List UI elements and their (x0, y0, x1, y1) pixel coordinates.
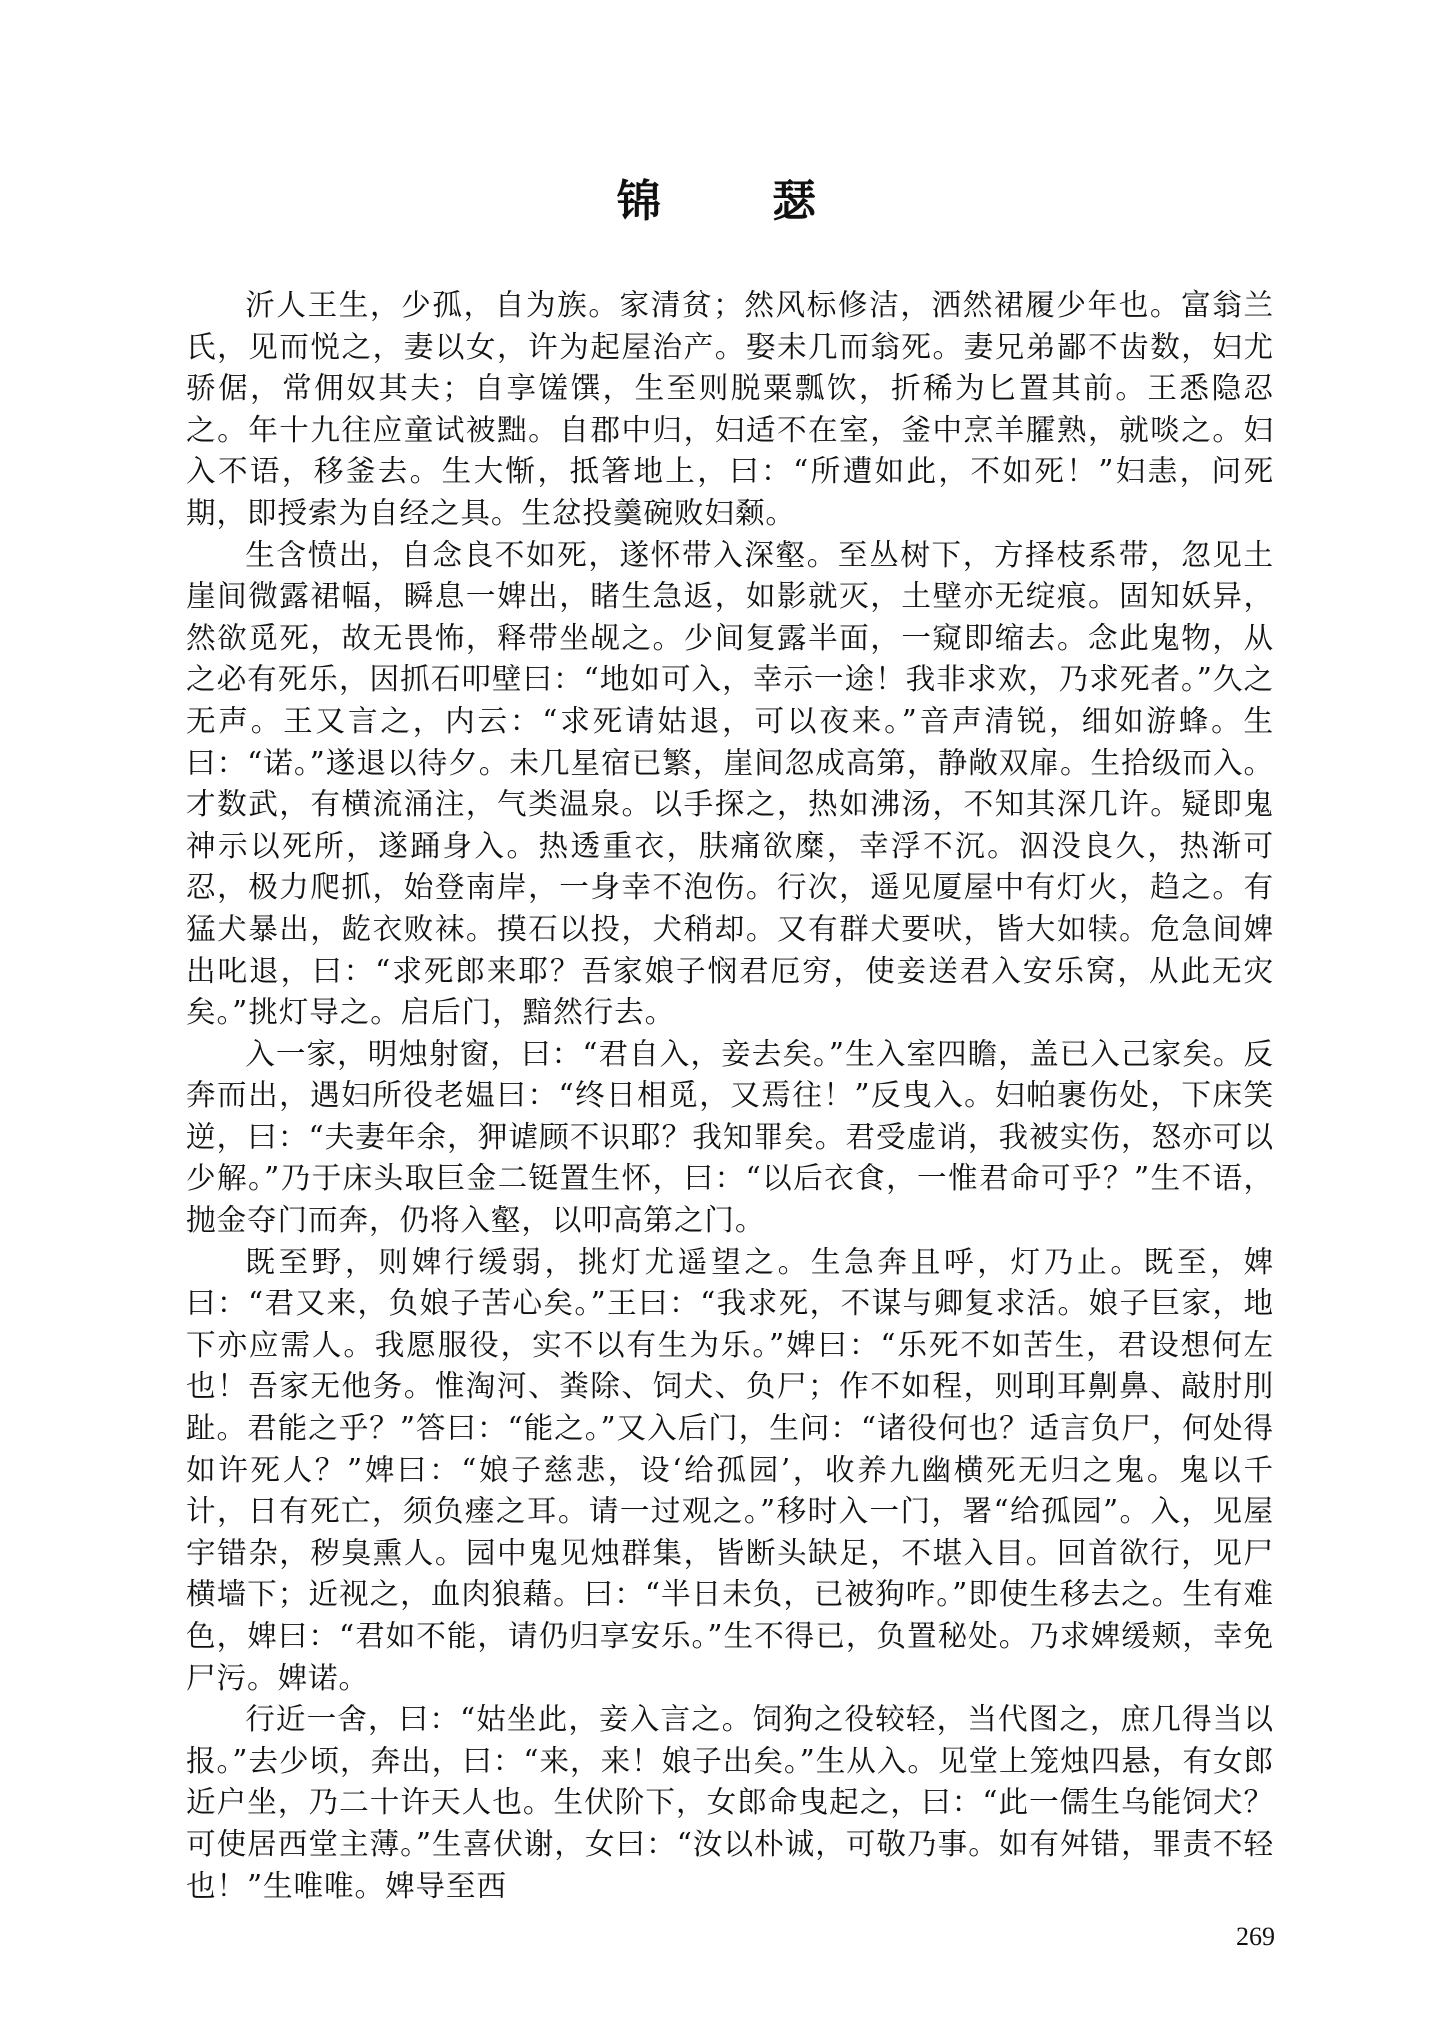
page-number: 269 (1236, 1922, 1275, 1951)
paragraph-4: 既至野，则婢行缓弱，挑灯尤遥望之。生急奔且呼，灯乃止。既至，婢曰：“君又来，负娘子苦心矣。”王曰：“我求死，不谋与卿复求活。娘子巨家，地下亦应需人。我愿服役，实不以有生为乐。”婢曰：“乐死不如苦生，君设想何左也！吾家无他务。惟淘河、粪除、饲犬、负尸；作不如程，则刵耳劓鼻、敲肘刖趾。君能之乎？”答曰：“能之。”又入后门，生问：“诸役何也？适言负尸，何处得如许死人？”婢曰：“娘子慈悲，设‘给孤园’，收养九幽横死无归之鬼。鬼以千计，日有死亡，须负瘗之耳。请一过观之。”移时入一门，署“给孤园”。入，见屋宇错杂，秽臭熏人。园中鬼见烛群集，皆断头缺足，不堪入目。回首欲行，见尸横墙下；近视之，血肉狼藉。曰：“半日未负，已被狗咋。”即使生移去之。生有难色，婢曰：“君如不能，请仍归享安乐。”生不得已，负置秘处。乃求婢缓颊，幸免尸污。婢诺。 (186, 1244, 1274, 1695)
paragraph-3: 入一家，明烛射窗，曰：“君自入，妾去矣。”生入室四瞻，盖已入己家矣。反奔而出，遇妇所役老媪曰：“终日相觅，又焉往！”反曳入。妇帕裹伤处，下床笑逆，曰：“夫妻年余，狎谑顾不识耶？我知罪矣。君受虚诮，我被实伤，怒亦可以少解。”乃于床头取巨金二铤置生怀，曰：“以后衣食，一惟君命可乎？”生不语，抛金夺门而奔，仍将入壑，以叩高第之门。 (186, 1036, 1274, 1238)
paragraph-1: 沂人王生，少孤，自为族。家清贫；然风标修洁，洒然裙履少年也。富翁兰氏，见而悦之，妻以女，许为起屋治产。娶未几而翁死。妻兄弟鄙不齿数，妇尤骄倨，常佣奴其夫；自享馐馔，生至则脱粟瓢饮，折稀为匕置其前。王悉隐忍之。年十九往应童试被黜。自郡中归，妇适不在室，釜中烹羊臛熟，就啖之。妇入不语，移釜去。生大惭，抵箸地上，曰：“所遭如此，不如死！”妇恚，问死期，即授索为自经之具。生忿投羹碗败妇颡。 (186, 288, 1274, 530)
paragraph-2: 生含愤出，自念良不如死，遂怀带入深壑。至丛树下，方择枝系带，忽见土崖间微露裙幅，瞬息一婢出，睹生急返，如影就灭，土壁亦无绽痕。固知妖异，然欲觅死，故无畏怖，释带坐觇之。少间复露半面，一窥即缩去。念此鬼物，从之必有死乐，因抓石叩壁曰：“地如可入，幸示一途！我非求欢，乃求死者。”久之无声。王又言之，内云：“求死请姑退，可以夜来。”音声清锐，细如游蜂。生曰：“诺。”遂退以待夕。未几星宿已繁，崖间忽成高第，静敞双扉。生拾级而入。才数武，有横流涌注，气类温泉。以手探之，热如沸汤，不知其深几许。疑即鬼神示以死所，遂踊身入。热透重衣，肤痛欲糜，幸浮不沉。泅没良久，热渐可忍，极力爬抓，始登南岸，一身幸不泡伤。行次，遥见厦屋中有灯火，趋之。有猛犬暴出，龁衣败袜。摸石以投，犬稍却。又有群犬要吠，皆大如犊。危急间婢出叱退，曰：“求死郎来耶？吾家娘子悯君厄穷，使妾送君入安乐窝，从此无灾矣。”挑灯导之。启后门，黯然行去。 (186, 537, 1274, 1030)
chapter-title: 锦 瑟 (616, 176, 865, 227)
paragraph-5: 行近一舍，曰：“姑坐此，妾入言之。饲狗之役较轻，当代图之，庶几得当以报。”去少顷，奔出，曰：“来，来！娘子出矣。”生从入。见堂上笼烛四悬，有女郎近户坐，乃二十许天人也。生伏阶下，女郎命曳起之，曰：“此一儒生乌能饲犬？可使居西堂主薄。”生喜伏谢，女曰：“汝以朴诚，可敬乃事。如有舛错，罪责不轻也！”生唯唯。婢导至西 (186, 1702, 1274, 1903)
body-text (186, 285, 1274, 1907)
